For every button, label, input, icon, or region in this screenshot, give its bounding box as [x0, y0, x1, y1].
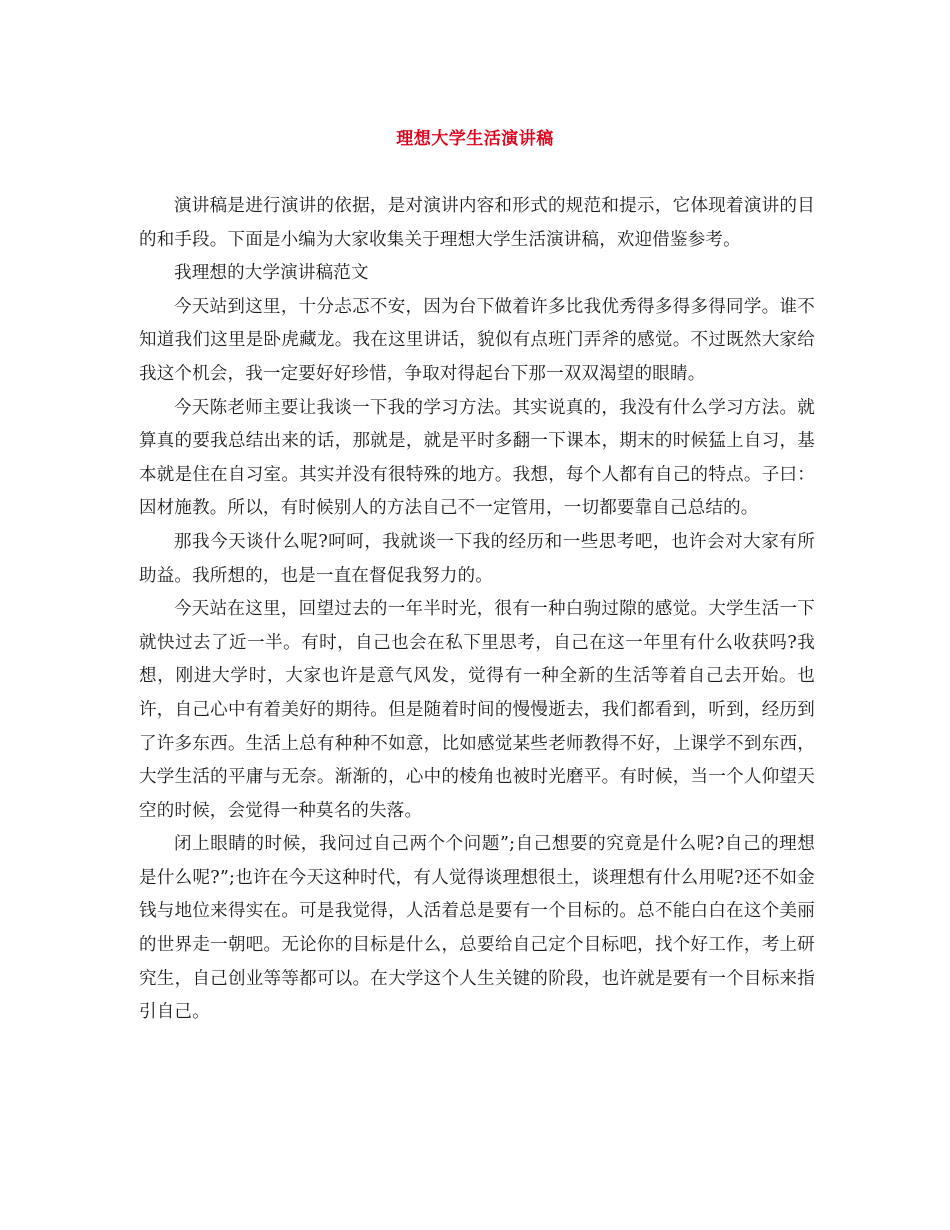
paragraph: 今天站在这里，回望过去的一年半时光，很有一种白驹过隙的感觉。大学生活一下就快过去了近一半。有时，自己也会在私下里思考，自己在这一年里有什么收获吗?我想，刚进大学时，大家也许是意气风发，觉得有一种全新的生活等着自己去开始。也许，自己心中有着美好的期待。但是随着时间的慢慢逝去，我们都看到，听到，经历到了许多东西。生活上总有种种不如意，比如感觉某些老师教得不好，上课学不到东西，大学生活的平庸与无奈。渐渐的，心中的棱角也被时光磨平。有时候，当一个人仰望天空的时候，会觉得一种莫名的失落。 [139, 599, 815, 821]
paragraph: 闭上眼睛的时候，我问过自己两个个问题”;自己想要的究竟是什么呢?自己的理想是什么呢?”;也许在今天这种时代，有人觉得谈理想很土，谈理想有什么用呢?还不如金钱与地位来得实在。可是我觉得，人活着总是要有一个目标的。总不能白白在这个美丽的世界走一朝吧。无论你的目标是什么，总要给自己定个目标吧，找个好工作，考上研究生，自己创业等等都可以。在大学这个人生关键的阶段，也许就是要有一个目标来指引自己。 [139, 834, 815, 1023]
paragraph: 今天陈老师主要让我谈一下我的学习方法。其实说真的，我没有什么学习方法。就算真的要我总结出来的话，那就是，就是平时多翻一下课本，期末的时候猛上自习，基本就是住在自习室。其实并没有很特殊的地方。我想，每个人都有自己的特点。子曰：因材施教。所以，有时候别人的方法自己不一定管用，一切都要靠自己总结的。 [139, 397, 815, 519]
document-title: 理想大学生活演讲稿 [396, 129, 554, 149]
paragraph-intro: 演讲稿是进行演讲的依据，是对演讲内容和形式的规范和提示，它体现着演讲的目的和手段。下面是小编为大家收集关于理想大学生活演讲稿，欢迎借鉴参考。 [139, 196, 815, 250]
paragraph: 那我今天谈什么呢?呵呵，我就谈一下我的经历和一些思考吧，也许会对大家有所助益。我所想的，也是一直在督促我努力的。 [139, 531, 815, 586]
paragraph-subtitle: 我理想的大学演讲稿范文 [174, 263, 369, 284]
paragraph: 今天站到这里，十分忐忑不安，因为台下做着许多比我优秀得多得多得同学。谁不知道我们这里是卧虎藏龙。我在这里讲话，貌似有点班门弄斧的感觉。不过既然大家给我这个机会，我一定要好好珍惜，争取对得起台下那一双双渴望的眼睛。 [139, 296, 815, 384]
document-body [139, 190, 815, 1030]
